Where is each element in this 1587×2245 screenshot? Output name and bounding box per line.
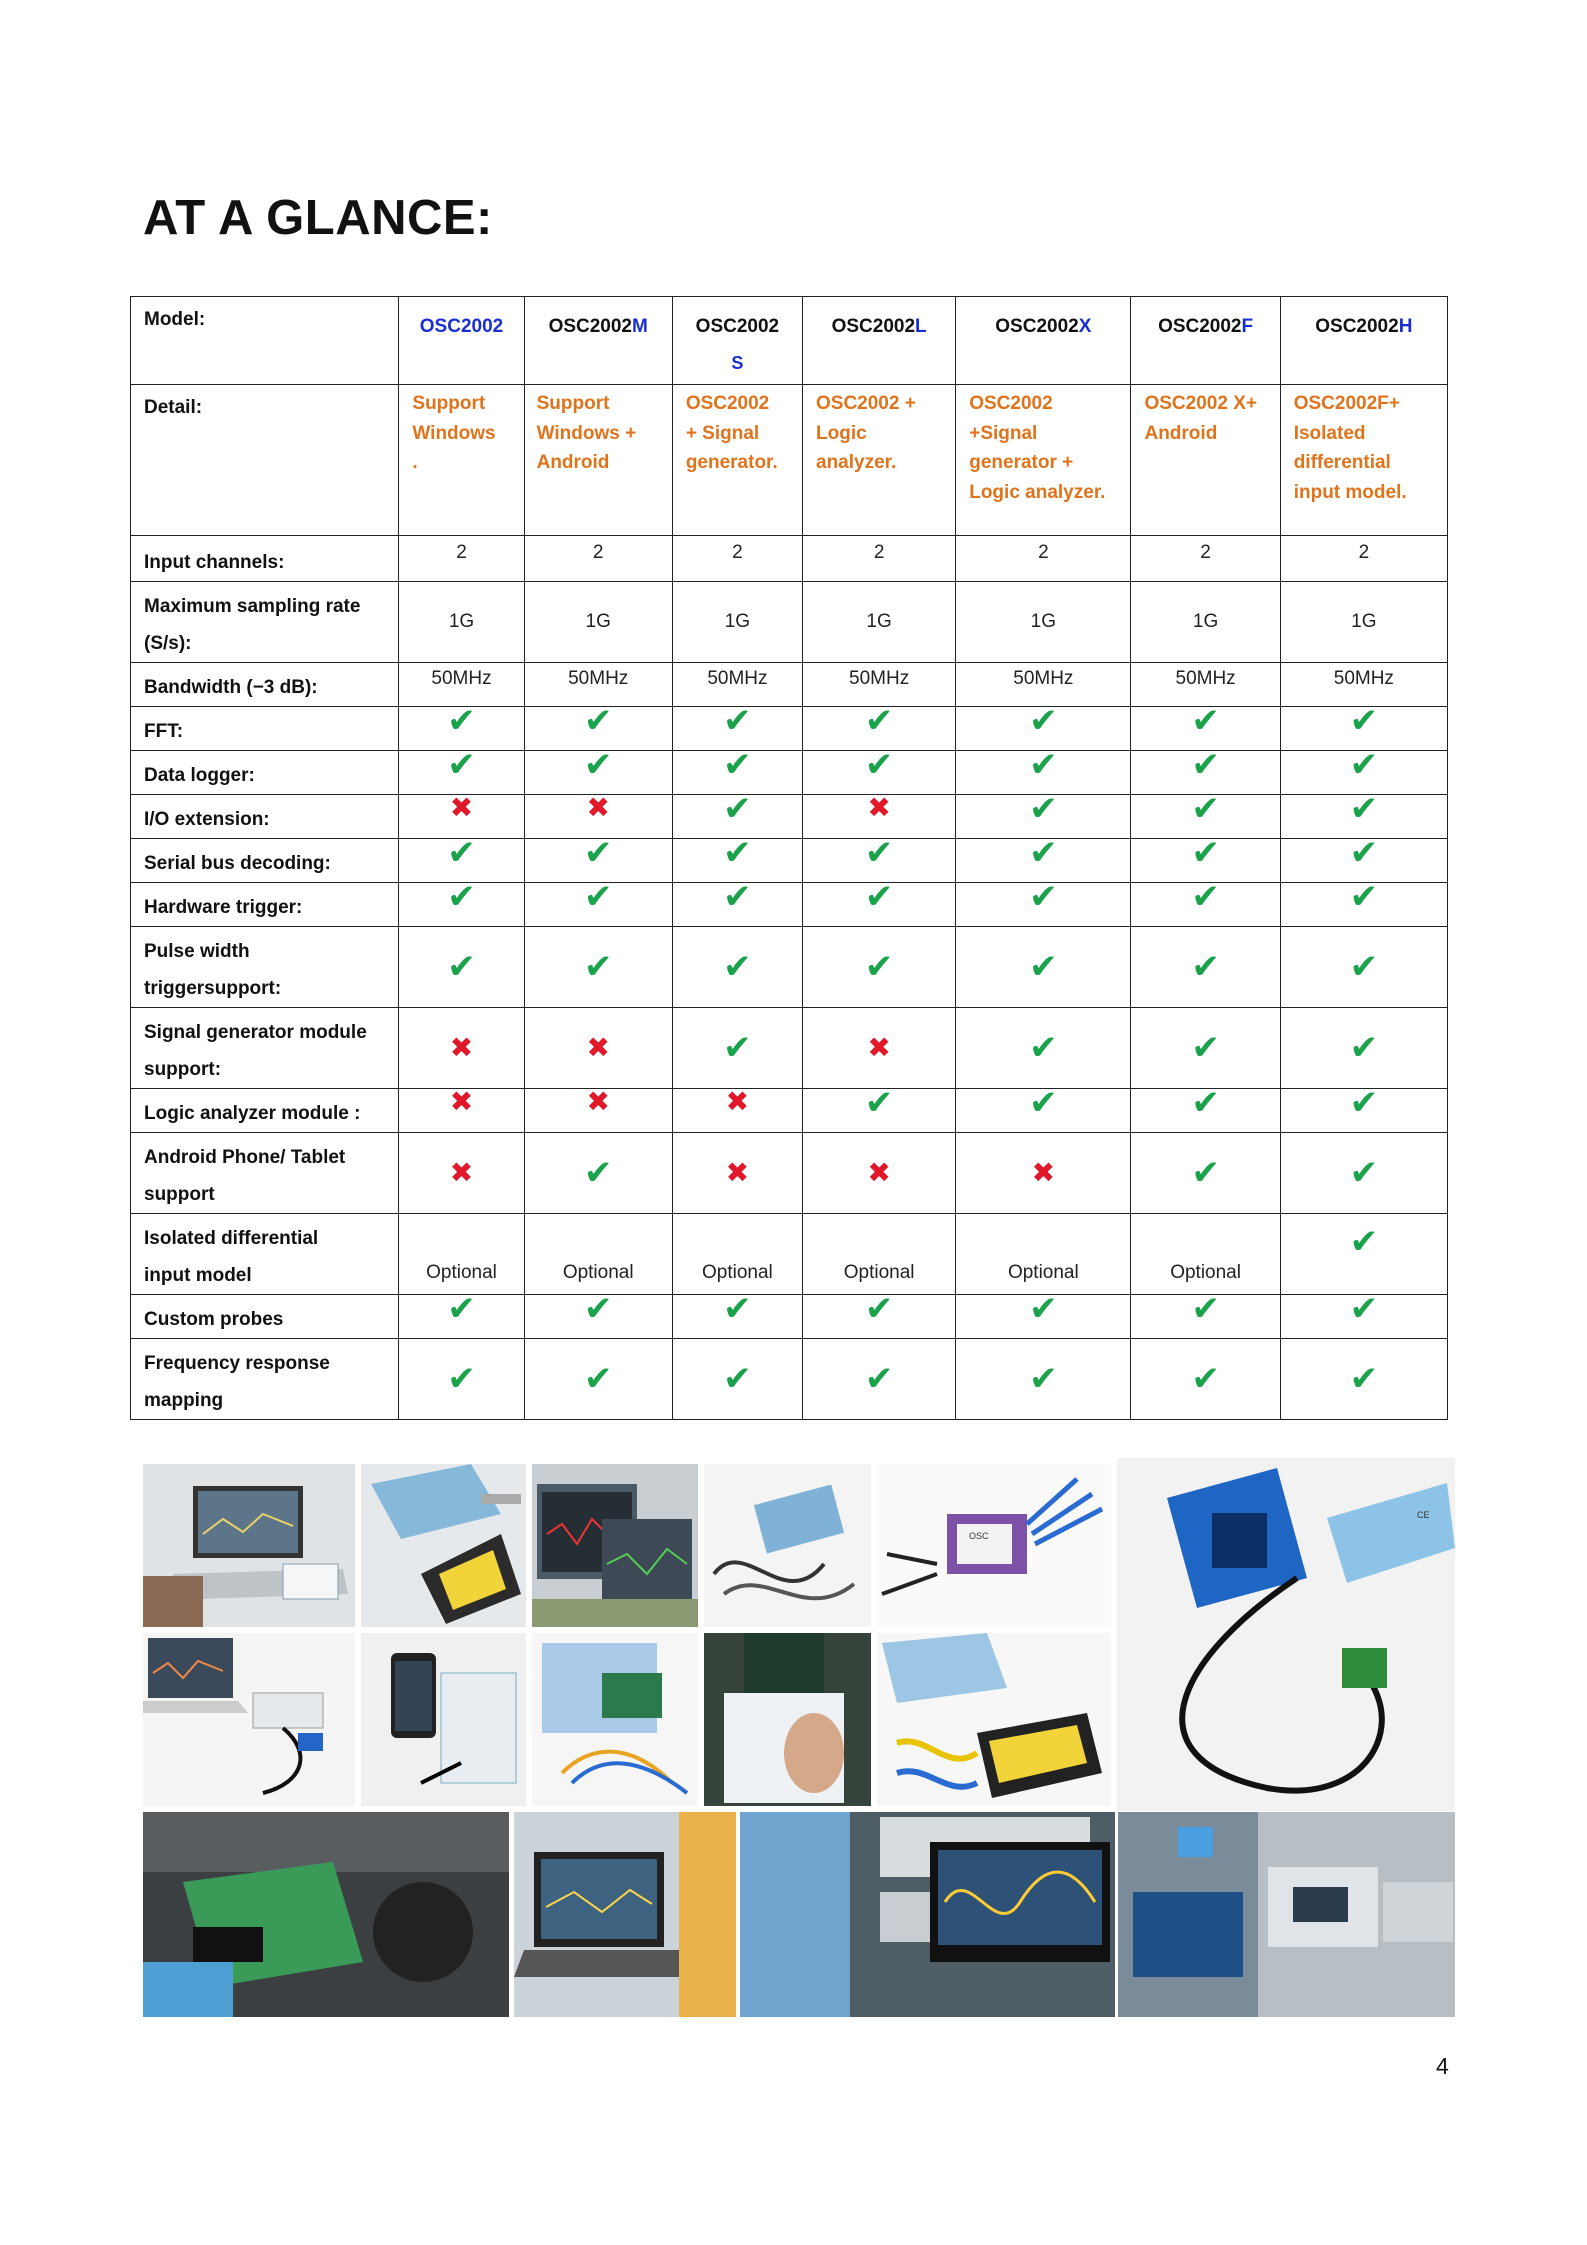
check-icon: ✔ <box>524 707 672 751</box>
feature-row <box>131 927 1448 1008</box>
check-icon: ✔ <box>524 1295 672 1339</box>
cross-icon: ✖ <box>399 1008 524 1089</box>
model-osc2002s: OSC2002 S <box>672 297 802 385</box>
feature-row <box>131 1133 1448 1214</box>
feature-label: Isolated differential input model <box>131 1214 399 1295</box>
cross-icon: ✖ <box>524 795 672 839</box>
feature-row <box>131 1214 1448 1295</box>
value-cell: 50MHz <box>803 663 956 707</box>
value-cell: 1G <box>672 582 802 663</box>
feature-label: FFT: <box>131 707 399 751</box>
photo-current-clamp <box>1117 1458 1455 1811</box>
check-icon: ✔ <box>803 751 956 795</box>
value-cell: 2 <box>803 536 956 582</box>
model-osc2002x: OSC2002X <box>956 297 1131 385</box>
check-icon: ✔ <box>672 1295 802 1339</box>
check-icon: ✔ <box>1280 1339 1447 1420</box>
comparison-table <box>130 296 1448 1420</box>
cross-icon: ✖ <box>672 1089 802 1133</box>
check-icon: ✔ <box>1280 1133 1447 1214</box>
feature-label: Input channels: <box>131 536 399 582</box>
check-icon: ✔ <box>524 883 672 927</box>
check-icon: ✔ <box>956 707 1131 751</box>
check-icon: ✔ <box>1280 1089 1447 1133</box>
feature-row <box>131 883 1448 927</box>
check-icon: ✔ <box>1280 707 1447 751</box>
check-icon: ✔ <box>1131 795 1280 839</box>
photo-probes-cables <box>704 1464 871 1627</box>
check-icon: ✔ <box>803 1089 956 1133</box>
check-icon: ✔ <box>672 883 802 927</box>
value-cell: 1G <box>803 582 956 663</box>
feature-row <box>131 1339 1448 1420</box>
value-cell: 1G <box>1280 582 1447 663</box>
check-icon: ✔ <box>672 1008 802 1089</box>
value-cell: 2 <box>1131 536 1280 582</box>
clamp-label-text: CE <box>1417 1510 1430 1520</box>
device-label-text: OSC <box>969 1531 989 1541</box>
check-icon: ✔ <box>1131 1133 1280 1214</box>
feature-row <box>131 1089 1448 1133</box>
check-icon: ✔ <box>1131 1089 1280 1133</box>
photo-laptop-oscilloscope <box>143 1464 355 1627</box>
feature-label: Signal generator module support: <box>131 1008 399 1089</box>
value-cell: 2 <box>672 536 802 582</box>
detail-cell: Support Windows + Android <box>524 385 672 536</box>
check-icon: ✔ <box>524 1133 672 1214</box>
model-osc2002l: OSC2002L <box>803 297 956 385</box>
photo-laptop-setup <box>143 1633 355 1806</box>
check-icon: ✔ <box>672 839 802 883</box>
check-icon: ✔ <box>1280 1008 1447 1089</box>
check-icon: ✔ <box>1280 751 1447 795</box>
cross-icon: ✖ <box>672 1133 802 1214</box>
photo-hand-board <box>704 1633 871 1806</box>
check-icon: ✔ <box>672 927 802 1008</box>
photo-tablet-lab <box>1118 1812 1455 2017</box>
photo-laptop-lab <box>514 1812 736 2017</box>
check-icon: ✔ <box>803 1339 956 1420</box>
cross-icon: ✖ <box>803 795 956 839</box>
check-icon: ✔ <box>956 795 1131 839</box>
check-icon: ✔ <box>672 707 802 751</box>
check-icon: ✔ <box>803 839 956 883</box>
value-cell: 1G <box>399 582 524 663</box>
value-cell: 1G <box>1131 582 1280 663</box>
value-cell: 50MHz <box>524 663 672 707</box>
feature-label: Data logger: <box>131 751 399 795</box>
feature-row <box>131 582 1448 663</box>
value-cell: 50MHz <box>399 663 524 707</box>
detail-cell: OSC2002F+ Isolated differential input model. <box>1280 385 1447 536</box>
photo-device-probe <box>361 1464 526 1627</box>
feature-label: Frequency response mapping <box>131 1339 399 1420</box>
product-photo-collage <box>143 1464 1455 2019</box>
value-cell: 50MHz <box>956 663 1131 707</box>
check-icon: ✔ <box>399 751 524 795</box>
cross-icon: ✖ <box>524 1089 672 1133</box>
check-icon: ✔ <box>1131 751 1280 795</box>
photo-bench-instruments <box>740 1812 1115 2017</box>
feature-row <box>131 795 1448 839</box>
feature-label: Bandwidth (−3 dB): <box>131 663 399 707</box>
value-cell: 2 <box>399 536 524 582</box>
check-icon: ✔ <box>1131 707 1280 751</box>
check-icon: ✔ <box>399 1295 524 1339</box>
page-number: 4 <box>1436 2053 1449 2079</box>
feature-row <box>131 751 1448 795</box>
check-icon: ✔ <box>524 751 672 795</box>
check-icon: ✔ <box>1280 1295 1447 1339</box>
value-cell: Optional <box>399 1214 524 1295</box>
model-osc2002h: OSC2002H <box>1280 297 1447 385</box>
check-icon: ✔ <box>672 795 802 839</box>
value-cell: 50MHz <box>1280 663 1447 707</box>
photo-logic-probes <box>877 1464 1111 1627</box>
value-cell: 1G <box>956 582 1131 663</box>
model-osc2002m: OSC2002M <box>524 297 672 385</box>
value-cell: 50MHz <box>1131 663 1280 707</box>
check-icon: ✔ <box>956 1008 1131 1089</box>
value-cell: 2 <box>956 536 1131 582</box>
model-osc2002: OSC2002 <box>399 297 524 385</box>
detail-cell: OSC2002 +Signal generator + Logic analyzer. <box>956 385 1131 536</box>
value-cell: 1G <box>524 582 672 663</box>
check-icon: ✔ <box>956 751 1131 795</box>
cross-icon: ✖ <box>399 1089 524 1133</box>
value-cell: 50MHz <box>672 663 802 707</box>
feature-row <box>131 839 1448 883</box>
feature-label: Hardware trigger: <box>131 883 399 927</box>
cross-icon: ✖ <box>399 1133 524 1214</box>
detail-row <box>131 385 1448 536</box>
check-icon: ✔ <box>956 1295 1131 1339</box>
check-icon: ✔ <box>672 751 802 795</box>
check-icon: ✔ <box>672 1339 802 1420</box>
check-icon: ✔ <box>956 1089 1131 1133</box>
check-icon: ✔ <box>803 927 956 1008</box>
check-icon: ✔ <box>1131 883 1280 927</box>
feature-row <box>131 1008 1448 1089</box>
value-cell: Optional <box>803 1214 956 1295</box>
value-cell: Optional <box>956 1214 1131 1295</box>
check-icon: ✔ <box>1280 1214 1447 1295</box>
cross-icon: ✖ <box>803 1133 956 1214</box>
check-icon: ✔ <box>1280 795 1447 839</box>
feature-label: Android Phone/ Tablet support <box>131 1133 399 1214</box>
check-icon: ✔ <box>1280 839 1447 883</box>
feature-row <box>131 663 1448 707</box>
value-cell: Optional <box>524 1214 672 1295</box>
feature-label: Logic analyzer module : <box>131 1089 399 1133</box>
check-icon: ✔ <box>399 707 524 751</box>
check-icon: ✔ <box>1131 1339 1280 1420</box>
feature-label: Pulse width triggersupport: <box>131 927 399 1008</box>
check-icon: ✔ <box>803 883 956 927</box>
check-icon: ✔ <box>399 839 524 883</box>
photo-logic-analyzer <box>532 1633 698 1806</box>
value-cell: 2 <box>1280 536 1447 582</box>
detail-cell: Support Windows . <box>399 385 524 536</box>
cross-icon: ✖ <box>524 1008 672 1089</box>
check-icon: ✔ <box>399 1339 524 1420</box>
page-title: AT A GLANCE: <box>143 191 493 245</box>
feature-label: I/O extension: <box>131 795 399 839</box>
check-icon: ✔ <box>803 1295 956 1339</box>
check-icon: ✔ <box>1131 1295 1280 1339</box>
check-icon: ✔ <box>399 927 524 1008</box>
check-icon: ✔ <box>1131 1008 1280 1089</box>
feature-row <box>131 536 1448 582</box>
check-icon: ✔ <box>956 1339 1131 1420</box>
value-cell: Optional <box>1131 1214 1280 1295</box>
check-icon: ✔ <box>524 1339 672 1420</box>
photo-isolated-probe <box>877 1633 1111 1806</box>
cross-icon: ✖ <box>399 795 524 839</box>
check-icon: ✔ <box>1131 927 1280 1008</box>
check-icon: ✔ <box>1280 883 1447 927</box>
detail-cell: OSC2002 + Signal generator. <box>672 385 802 536</box>
check-icon: ✔ <box>1280 927 1447 1008</box>
value-cell: 2 <box>524 536 672 582</box>
feature-label: Custom probes <box>131 1295 399 1339</box>
detail-label: Detail: <box>131 385 399 536</box>
model-label: Model: <box>131 297 399 385</box>
check-icon: ✔ <box>399 883 524 927</box>
check-icon: ✔ <box>524 839 672 883</box>
check-icon: ✔ <box>524 927 672 1008</box>
detail-cell: OSC2002 X+ Android <box>1131 385 1280 536</box>
check-icon: ✔ <box>956 839 1131 883</box>
value-cell: Optional <box>672 1214 802 1295</box>
check-icon: ✔ <box>1131 839 1280 883</box>
photo-screens <box>532 1464 698 1627</box>
check-icon: ✔ <box>803 707 956 751</box>
photo-phone-device <box>361 1633 526 1806</box>
cross-icon: ✖ <box>803 1008 956 1089</box>
cross-icon: ✖ <box>956 1133 1131 1214</box>
photo-car-engine <box>143 1812 509 2017</box>
check-icon: ✔ <box>956 883 1131 927</box>
check-icon: ✔ <box>956 927 1131 1008</box>
model-row <box>131 297 1448 385</box>
model-osc2002f: OSC2002F <box>1131 297 1280 385</box>
feature-label: Maximum sampling rate (S/s): <box>131 582 399 663</box>
detail-cell: OSC2002 + Logic analyzer. <box>803 385 956 536</box>
feature-row <box>131 1295 1448 1339</box>
feature-label: Serial bus decoding: <box>131 839 399 883</box>
feature-row <box>131 707 1448 751</box>
